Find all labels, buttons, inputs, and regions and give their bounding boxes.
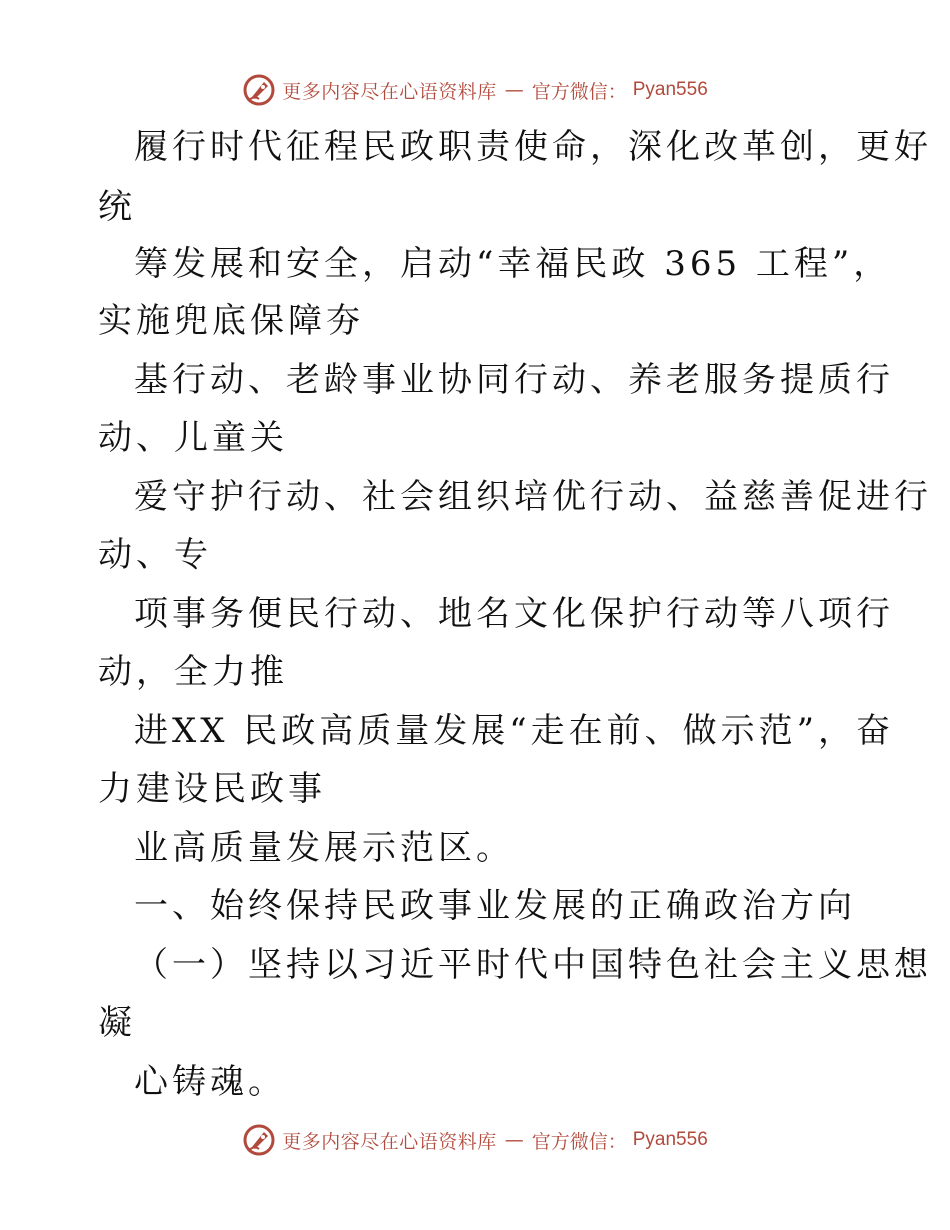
pen-nib-circle-icon (242, 1123, 276, 1157)
body-line: 履行时代征程民政职责使命，深化改革创，更好 (134, 127, 932, 167)
footer-watermark (0, 1120, 950, 1160)
watermark-main-text: 更多内容尽在心语资料库 (282, 1130, 497, 1153)
watermark-sub-text: 官方微信： (531, 80, 627, 103)
body-line: 实施兜底保障夯 (98, 301, 364, 341)
body-line: 凝 (98, 1003, 136, 1043)
section-heading: 一、始终保持民政事业发展的正确政治方向 (134, 886, 856, 926)
body-line: 统 (98, 187, 136, 227)
body-line: 动、儿童关 (98, 418, 288, 458)
body-line: 心铸魂。 (134, 1062, 286, 1102)
body-line: 业高质量发展示范区。 (134, 828, 514, 868)
body-line: 动，全力推 (98, 652, 288, 692)
subsection-heading: （一）坚持以习近平时代中国特色社会主义思想 (134, 945, 932, 985)
body-line: 进XX 民政高质量发展“走在前、做示范”，奋 (134, 711, 894, 751)
watermark-dash: — (504, 79, 524, 101)
body-line: 爱守护行动、社会组织培优行动、益慈善促进行 (134, 477, 932, 517)
watermark-main-text: 更多内容尽在心语资料库 (282, 80, 497, 103)
watermark-dash: — (504, 1129, 524, 1151)
body-line: 力建设民政事 (98, 769, 326, 809)
body-line: 基行动、老龄事业协同行动、养老服务提质行 (134, 360, 894, 400)
watermark-wechat-id: Pyan556 (632, 79, 708, 100)
body-line: 筹发展和安全，启动“幸福民政 365 工程”， (134, 244, 892, 284)
body-line: 动、专 (98, 535, 212, 575)
body-line: 项事务便民行动、地名文化保护行动等八项行 (134, 594, 894, 634)
watermark-sub-text: 官方微信： (531, 1130, 627, 1153)
watermark-wechat-id: Pyan556 (632, 1129, 708, 1150)
